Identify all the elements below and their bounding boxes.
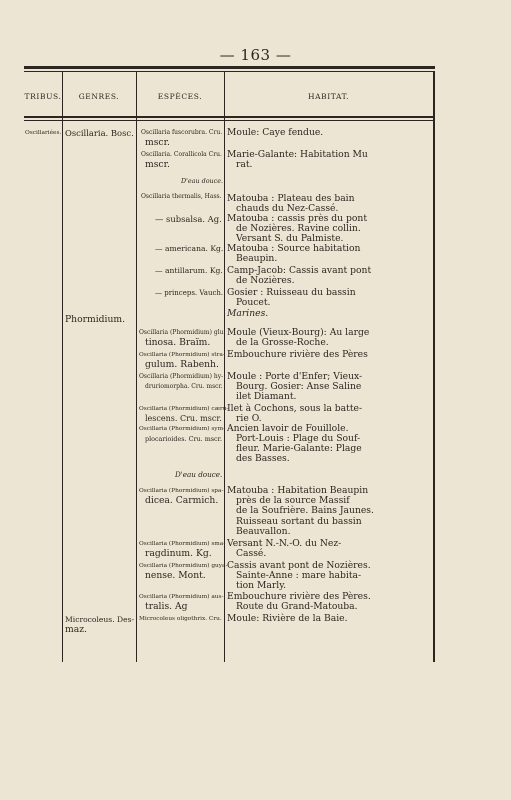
section-heading: D'eau douce. <box>181 177 224 185</box>
habitat-cell: fleur. Marie-Galante: Plage <box>236 443 362 454</box>
habitat-cell: Beaupin. <box>236 253 278 264</box>
habitat-cell: Ancien lavoir de Fouillole. <box>227 423 349 434</box>
habitat-cell: Matouba : Plateau des bain <box>227 193 355 204</box>
genre-cell: Phormidium. <box>65 314 126 325</box>
habitat-cell: Embouchure rivière des Pères <box>227 349 368 360</box>
section-heading: D'eau douce. <box>175 470 223 479</box>
habitat-cell: Gosier : Ruisseau du bassin <box>227 287 356 298</box>
species-table <box>24 66 435 662</box>
section-heading: Marines. <box>227 308 269 319</box>
habitat-cell: rat. <box>236 159 253 170</box>
species-cell: dicea. Carmich. <box>145 495 219 506</box>
habitat-cell: Moule: Caye fendue. <box>227 127 324 138</box>
species-cell: tralis. Ag <box>145 601 188 612</box>
habitat-cell: Marie-Galante: Habitation Mu <box>227 149 368 160</box>
habitat-cell: de Nozières. <box>236 275 295 286</box>
species-cell: — princeps. Vauch. <box>155 289 224 297</box>
species-cell: Oscillaria (Phormidium) cæru- <box>139 406 229 412</box>
genre-cell: maz. <box>65 624 87 635</box>
habitat-cell: Ilet à Cochons, sous la batte- <box>227 403 363 414</box>
habitat-cell: Cassis avant pont de Nozières. <box>227 560 371 571</box>
species-cell: Oscillaria (Phormidium) aus- <box>139 594 224 600</box>
habitat-cell: de la Grosse-Roche. <box>236 337 329 348</box>
species-cell: nense. Mont. <box>145 570 206 581</box>
header-genres: GENRES. <box>78 92 120 101</box>
species-cell: mscr. <box>145 159 170 170</box>
species-cell: Oscillaria (Phormidium) sma- <box>139 541 226 547</box>
habitat-cell: Matouba : Habitation Beaupin <box>227 485 369 496</box>
habitat-cell: Embouchure rivière des Pères. <box>227 591 371 602</box>
species-cell: Oscillaria (Phormidium) hy- <box>139 373 224 380</box>
species-cell: gulum. Rabenh. <box>145 359 219 370</box>
table-top-rule-thin <box>24 71 435 72</box>
habitat-cell: Versant N.-N.-O. du Nez- <box>227 538 342 549</box>
species-cell: Oscillaria (Phormidium) guya- <box>139 563 228 569</box>
habitat-cell: ilet Diamant. <box>236 391 297 402</box>
habitat-cell: des Basses. <box>236 453 290 464</box>
genre-cell: Microcoleus. Des- <box>65 615 135 624</box>
habitat-cell: Bourg. Gosier: Anse Saline <box>236 381 362 392</box>
habitat-cell: Camp-Jacob: Cassis avant pont <box>227 265 372 276</box>
header-bottom-rule <box>24 116 435 118</box>
species-cell: Oscillaria. Corallicola Cru. <box>141 151 222 158</box>
species-cell: tinosa. Braïm. <box>145 337 211 348</box>
column-divider <box>224 72 225 662</box>
page-number: — 163 — <box>219 46 292 64</box>
column-divider <box>62 72 63 662</box>
habitat-cell: Moule: Rivière de la Baie. <box>227 613 348 624</box>
species-cell: — antillarum. Kg. <box>155 266 223 275</box>
habitat-cell: Versant S. du Palmiste. <box>236 233 344 244</box>
species-cell: ragdinum. Kg. <box>145 548 212 559</box>
habitat-cell: chauds du Nez-Cassé. <box>236 203 339 214</box>
header-especes: ESPÈCES. <box>157 92 203 101</box>
habitat-cell: Moule (Vieux-Bourg): Au large <box>227 327 370 338</box>
habitat-cell: Matouba : Source habitation <box>227 243 361 254</box>
table-top-rule <box>24 66 435 69</box>
habitat-cell: de Nozières. Ravine collin. <box>236 223 361 234</box>
habitat-cell: Matouba : cassis près du pont <box>227 213 368 224</box>
header-tribus: TRIBUS. <box>24 92 62 101</box>
species-cell: plocarioides. Cru. mscr. <box>145 435 223 443</box>
species-cell: Oscillaria (Phormidium) spa- <box>139 488 224 494</box>
species-cell: Microcoleus oligothrix. Cru. <box>139 616 222 622</box>
tribus-cell: Oscillariées. <box>25 130 62 136</box>
habitat-cell: Route du Grand-Matouba. <box>236 601 358 612</box>
species-cell: mscr. <box>145 137 170 148</box>
habitat-cell: Moule : Porte d'Enfer; Vieux- <box>227 371 363 382</box>
species-cell: druriomorpha. Cru. mscr. <box>145 383 223 390</box>
habitat-cell: tion Marly. <box>236 580 287 591</box>
species-cell: — americana. Kg. <box>155 244 224 253</box>
habitat-cell: Poucet. <box>236 297 271 308</box>
header-habitat: HABITAT. <box>307 92 350 101</box>
habitat-cell: Beauvallon. <box>236 526 291 537</box>
habitat-cell: Ruisseau sortant du bassin <box>236 516 362 527</box>
habitat-cell: Cassé. <box>236 548 267 559</box>
species-cell: Oscillaria (Phormidium) sym- <box>139 426 226 432</box>
column-divider <box>136 72 137 662</box>
species-cell: Oscillaria (Phormidium) stra- <box>139 352 225 358</box>
habitat-cell: près de la source Massif <box>236 495 350 506</box>
header-bottom-rule-thin <box>24 120 435 121</box>
table-right-border <box>433 72 435 662</box>
habitat-cell: Sainte-Anne : mare habita- <box>236 570 362 581</box>
habitat-cell: Port-Louis : Plage du Souf- <box>236 433 361 444</box>
species-cell: Oscillaria thermalis, Hass. <box>141 193 222 200</box>
habitat-cell: de la Soufrière. Bains Jaunes. <box>236 505 374 516</box>
habitat-cell: rie O. <box>236 413 262 424</box>
species-cell: Oscillaria fuscorubra. Cru. <box>141 129 223 136</box>
genre-cell: Oscillaria. Bosc. <box>65 128 134 138</box>
species-cell: Oscillaria (Phormidium) glu <box>139 329 224 336</box>
species-cell: lescens. Cru. mscr. <box>145 414 222 423</box>
species-cell: — subsalsa. Ag. <box>155 214 222 224</box>
